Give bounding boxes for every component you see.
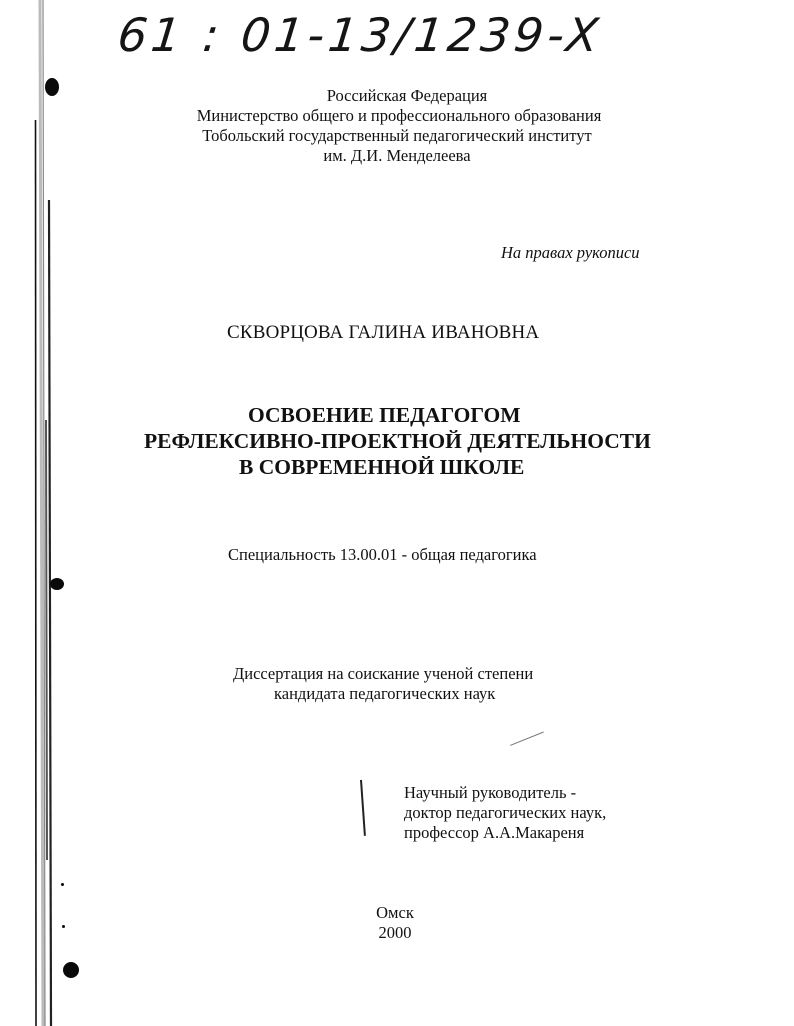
scientific-advisor xyxy=(404,783,606,843)
year: 2000 xyxy=(378,923,412,942)
scan-ink-speck xyxy=(62,925,65,928)
scan-ink-blot xyxy=(63,962,79,978)
named-after-line: им. Д.И. Менделеева xyxy=(323,146,471,165)
author-name: СКВОРЦОВА ГАЛИНА ИВАНОВНА xyxy=(227,322,540,343)
title-line-2: РЕФЛЕКСИВНО-ПРОЕКТНОЙ ДЕЯТЕЛЬНОСТИ xyxy=(144,429,651,453)
advisor-line-2: доктор педагогических наук, xyxy=(404,803,607,822)
country-line: Российская Федерация xyxy=(326,86,488,105)
degree-line-2: кандидата педагогических наук xyxy=(274,684,496,703)
institute-line: Тобольский государственный педагогический институт xyxy=(202,126,592,145)
ministry-line: Министерство общего и профессионального образования xyxy=(196,106,602,125)
institution-header xyxy=(0,86,794,166)
handwritten-catalog-code: 61 : 01-13/1239-X xyxy=(115,8,605,62)
scan-ink-speck xyxy=(61,883,64,886)
rights-note: На правах рукописи xyxy=(501,243,640,262)
advisor-line-1: Научный руководитель - xyxy=(404,783,577,802)
specialty-line: Специальность 13.00.01 - общая педагогика xyxy=(228,545,537,564)
city: Омск xyxy=(376,903,414,922)
title-line-3: В СОВРЕМЕННОЙ ШКОЛЕ xyxy=(239,455,525,479)
pen-stroke-mark xyxy=(510,732,544,746)
degree-line-1: Диссертация на соискание ученой степени xyxy=(233,664,534,683)
title-line-1: ОСВОЕНИЕ ПЕДАГОГОМ xyxy=(248,403,521,427)
scan-ink-blot xyxy=(50,578,64,590)
place-and-year xyxy=(340,903,450,943)
margin-pen-line xyxy=(360,780,365,836)
advisor-line-3: профессор А.А.Макареня xyxy=(404,823,585,842)
